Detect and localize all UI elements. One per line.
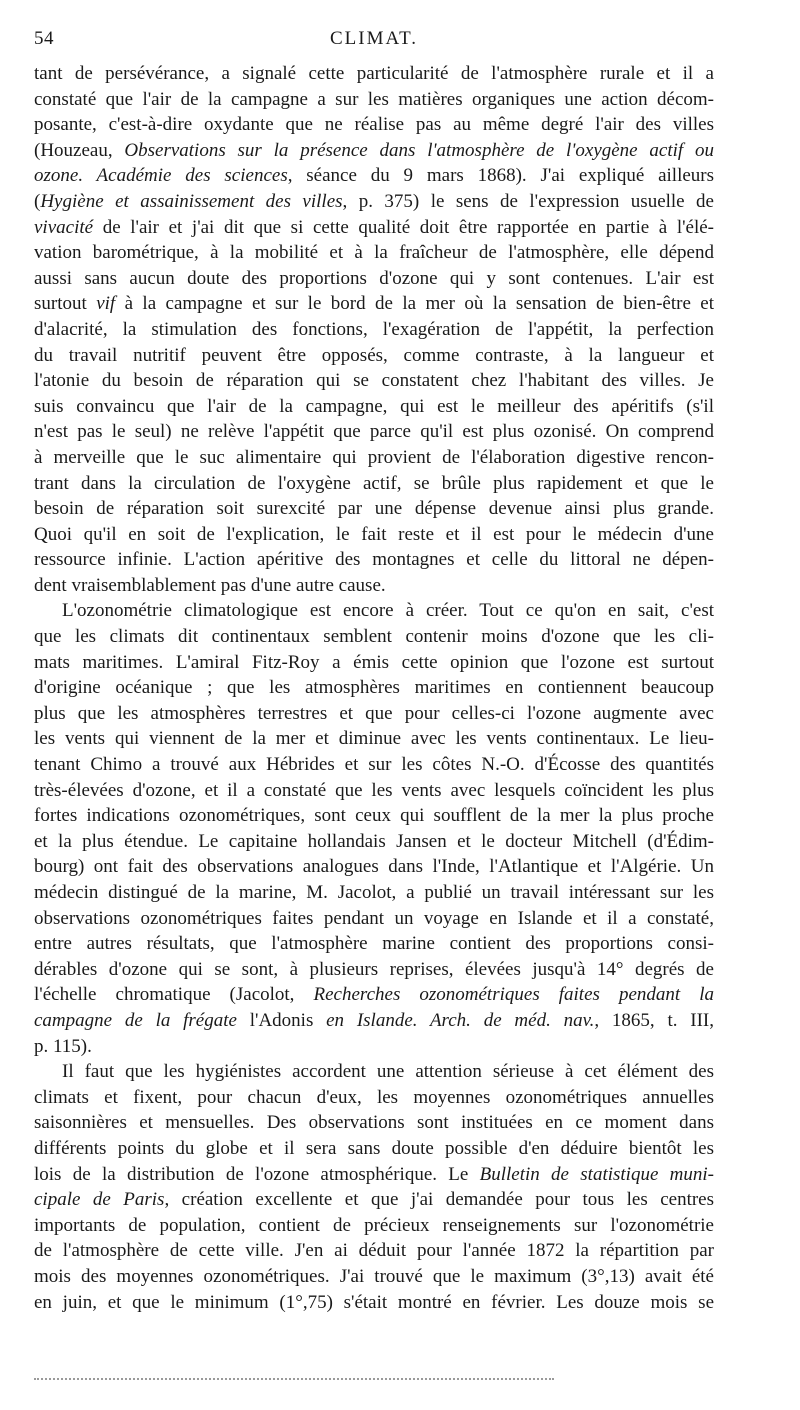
text-segment: n'est pas le seul) ne relève l'appétit que parce qu'il est plus ozonisé. On comprend [34, 421, 714, 443]
footer-rule [34, 1378, 554, 1380]
text-segment: médecin distingué de la marine, M. Jacolot, a publié un travail intéressant sur les [34, 882, 714, 903]
text-line [34, 1290, 714, 1316]
text-line [34, 496, 714, 522]
italic-text: Bulletin de statistique muni- [479, 1163, 714, 1185]
text-segment: importants de population, contient de précieux renseignements sur l'ozonométrie [34, 1214, 714, 1236]
text-segment: tant de persévérance, a signalé cette particularité de l'atmosphère rurale et il a [34, 63, 714, 84]
text-segment: trant dans la circulation de l'oxygène actif, se brûle plus rapidement et que le [34, 472, 714, 494]
text-segment: l'atonie du besoin de réparation qui se constatent chez l'habitant des villes. Je [34, 370, 714, 392]
text-line [34, 394, 714, 420]
italic-text: Observations sur la présence dans l'atmosphère de l'oxygène actif ou [124, 139, 714, 161]
italic-text: Hygiène et assainissement des villes [40, 190, 343, 212]
text-line [34, 573, 714, 599]
running-title: CLIMAT. [329, 28, 419, 49]
text-line [34, 829, 714, 855]
text-segment: L'ozonométrie climatologique est encore à créer. Tout ce qu'on en sait, c'est [62, 600, 714, 622]
text-line [34, 317, 714, 343]
text-segment: mois des moyennes ozonométriques. J'ai trouvé que le maximum (3°,13) avait été [34, 1265, 714, 1287]
text-segment: constaté que l'air de la campagne a sur les matières organiques une action décom- [34, 88, 714, 110]
text-line [34, 1034, 714, 1060]
text-segment: tenant Chimo a trouvé aux Hébrides et sur les côtes N.-O. d'Écosse des quantités [34, 754, 714, 776]
text-segment: dérables d'ozone qui se sont, à plusieurs reprises, élevées jusqu'à 14° degrés de [34, 958, 714, 980]
text-segment: dent vraisemblablement pas d'une autre cause. [34, 574, 386, 596]
text-line [34, 598, 714, 624]
text-segment: aussi sans aucun doute des proportions d'ozone qui y sont contenues. L'air est [34, 267, 714, 289]
text-segment: différents points du globe et il sera sans doute possible d'en déduire bientôt les [34, 1137, 714, 1159]
italic-text: Recherches ozonométriques faites pendant la [313, 984, 714, 1006]
page-header [34, 28, 714, 58]
italic-text: ozone. Académie des sciences [34, 165, 288, 187]
text-segment: , séance du 9 mars 1868). J'ai expliqué ailleurs [287, 165, 714, 187]
italic-text: vif [96, 293, 116, 315]
text-segment: p. 115). [34, 1035, 92, 1057]
text-line [34, 368, 714, 394]
text-segment: ( [34, 190, 41, 212]
text-segment: que les climats dit continentaux semblent contenir moins d'ozone que les cli- [34, 626, 714, 648]
text-line [34, 1059, 714, 1085]
text-line [34, 1008, 714, 1034]
text-line [34, 726, 714, 752]
text-segment: Quoi qu'il en soit de l'explication, le fait reste et il est pour le médecin d'une [34, 523, 714, 545]
text-segment: besoin de réparation soit surexcité par une dépense devenue ainsi plus grande. [34, 498, 714, 520]
text-line [34, 419, 714, 445]
text-line [34, 240, 714, 266]
text-line [34, 675, 714, 701]
text-segment: d'alacrité, la stimulation des fonctions, l'exagération de l'appétit, la perfection [34, 318, 714, 340]
text-segment: fortes indications ozonométriques, sont ceux qui soufflent de la mer la plus proche [34, 805, 714, 827]
text-segment: ressource infinie. L'action apéritive des montagnes et celle du littoral ne dépen- [34, 549, 714, 571]
body-text [34, 61, 714, 1315]
text-line [34, 291, 714, 317]
text-line [34, 854, 714, 880]
text-segment: suis convaincu que l'air de la campagne, qui est le meilleur des apéritifs (s'il [34, 395, 714, 417]
text-line [34, 701, 714, 727]
text-segment: en juin, et que le minimum (1°,75) s'était montré en février. Les douze mois se [34, 1291, 714, 1313]
text-line [34, 1162, 714, 1188]
text-line [34, 1213, 714, 1239]
text-line [34, 61, 714, 87]
text-line [34, 906, 714, 932]
text-segment: du travail nutritif peuvent être opposés, comme contraste, à la langueur et [34, 344, 714, 366]
italic-text: cipale de Paris [34, 1189, 165, 1211]
text-line [34, 138, 714, 164]
text-line [34, 957, 714, 983]
text-segment: vation barométrique, à la mobilité et à la fraîcheur de l'atmosphère, elle dépend [34, 242, 714, 264]
text-line [34, 1136, 714, 1162]
text-line [34, 1187, 714, 1213]
text-line [34, 215, 714, 241]
text-line [34, 1110, 714, 1136]
text-line [34, 1238, 714, 1264]
text-segment: entre autres résultats, que l'atmosphère marine contient des proportions consi- [34, 933, 714, 955]
page-number: 54 [34, 28, 54, 49]
text-segment: (Houzeau, [34, 139, 125, 161]
text-line [34, 343, 714, 369]
text-line [34, 112, 714, 138]
text-line [34, 522, 714, 548]
text-line [34, 778, 714, 804]
text-line [34, 266, 714, 292]
text-segment: lois de la distribution de l'ozone atmosphérique. Le [34, 1163, 480, 1185]
text-segment: l'échelle chromatique (Jacolot, [34, 984, 314, 1006]
text-line [34, 1085, 714, 1111]
text-line [34, 445, 714, 471]
italic-text: vivacité [34, 216, 94, 238]
text-line [34, 471, 714, 497]
text-line [34, 982, 714, 1008]
text-segment: posante, c'est-à-dire oxydante que ne réalise pas au même degré l'air des villes [34, 114, 714, 136]
text-line [34, 547, 714, 573]
text-segment: à la campagne et sur le bord de la mer où la sensation de bien-être et [115, 293, 714, 315]
text-segment: bourg) ont fait des observations analogues dans l'Inde, l'Atlantique et l'Algérie. Un [34, 856, 714, 878]
text-segment: l'Adonis [236, 1009, 327, 1031]
text-segment: climats et fixent, pour chacun d'eux, les moyennes ozonométriques annuelles [34, 1086, 714, 1108]
text-segment: de l'atmosphère de cette ville. J'en ai déduit pour l'année 1872 la répartition par [34, 1240, 714, 1262]
text-line [34, 803, 714, 829]
text-line [34, 752, 714, 778]
text-line [34, 931, 714, 957]
italic-text: en Islande. Arch. de méd. nav. [326, 1009, 595, 1031]
text-segment: et la plus étendue. Le capitaine hollandais Jansen et le docteur Mitchell (d'Édim- [34, 830, 714, 852]
text-segment: , p. 375) le sens de l'expression usuelle de [342, 190, 714, 212]
text-segment: les vents qui viennent de la mer et diminue avec les vents continentaux. Le lieu- [34, 728, 714, 750]
text-line [34, 163, 714, 189]
text-segment: mats maritimes. L'amiral Fitz-Roy a émis cette opinion que l'ozone est surtout [34, 651, 714, 673]
text-segment: , 1865, t. III, [594, 1009, 714, 1031]
text-line [34, 87, 714, 113]
text-line [34, 1264, 714, 1290]
text-segment: d'origine océanique ; que les atmosphères maritimes en contiennent beaucoup [34, 677, 714, 699]
text-line [34, 624, 714, 650]
text-segment: à merveille que le suc alimentaire qui provient de l'élaboration digestive rencon- [34, 446, 714, 468]
text-segment: très-élevées d'ozone, et il a constaté que les vents avec lesquels coïncident les plus [34, 779, 714, 801]
text-line [34, 880, 714, 906]
text-line [34, 650, 714, 676]
text-segment: , création excellente et que j'ai demandée pour tous les centres [164, 1189, 714, 1211]
text-line [34, 189, 714, 215]
text-segment: saisonnières et mensuelles. Des observations sont instituées en ce moment dans [34, 1112, 714, 1134]
text-segment: Il faut que les hygiénistes accordent une attention sérieuse à cet élément des [62, 1061, 714, 1083]
italic-text: campagne de la frégate [34, 1009, 237, 1031]
text-segment: de l'air et j'ai dit que si cette qualité doit être rapportée en partie à l'élé- [93, 216, 714, 238]
text-segment: plus que les atmosphères terrestres et que pour celles-ci l'ozone augmente avec [34, 702, 714, 724]
text-segment: observations ozonométriques faites pendant un voyage en Islande et il a constaté, [34, 907, 714, 929]
text-segment: surtout [34, 293, 97, 315]
